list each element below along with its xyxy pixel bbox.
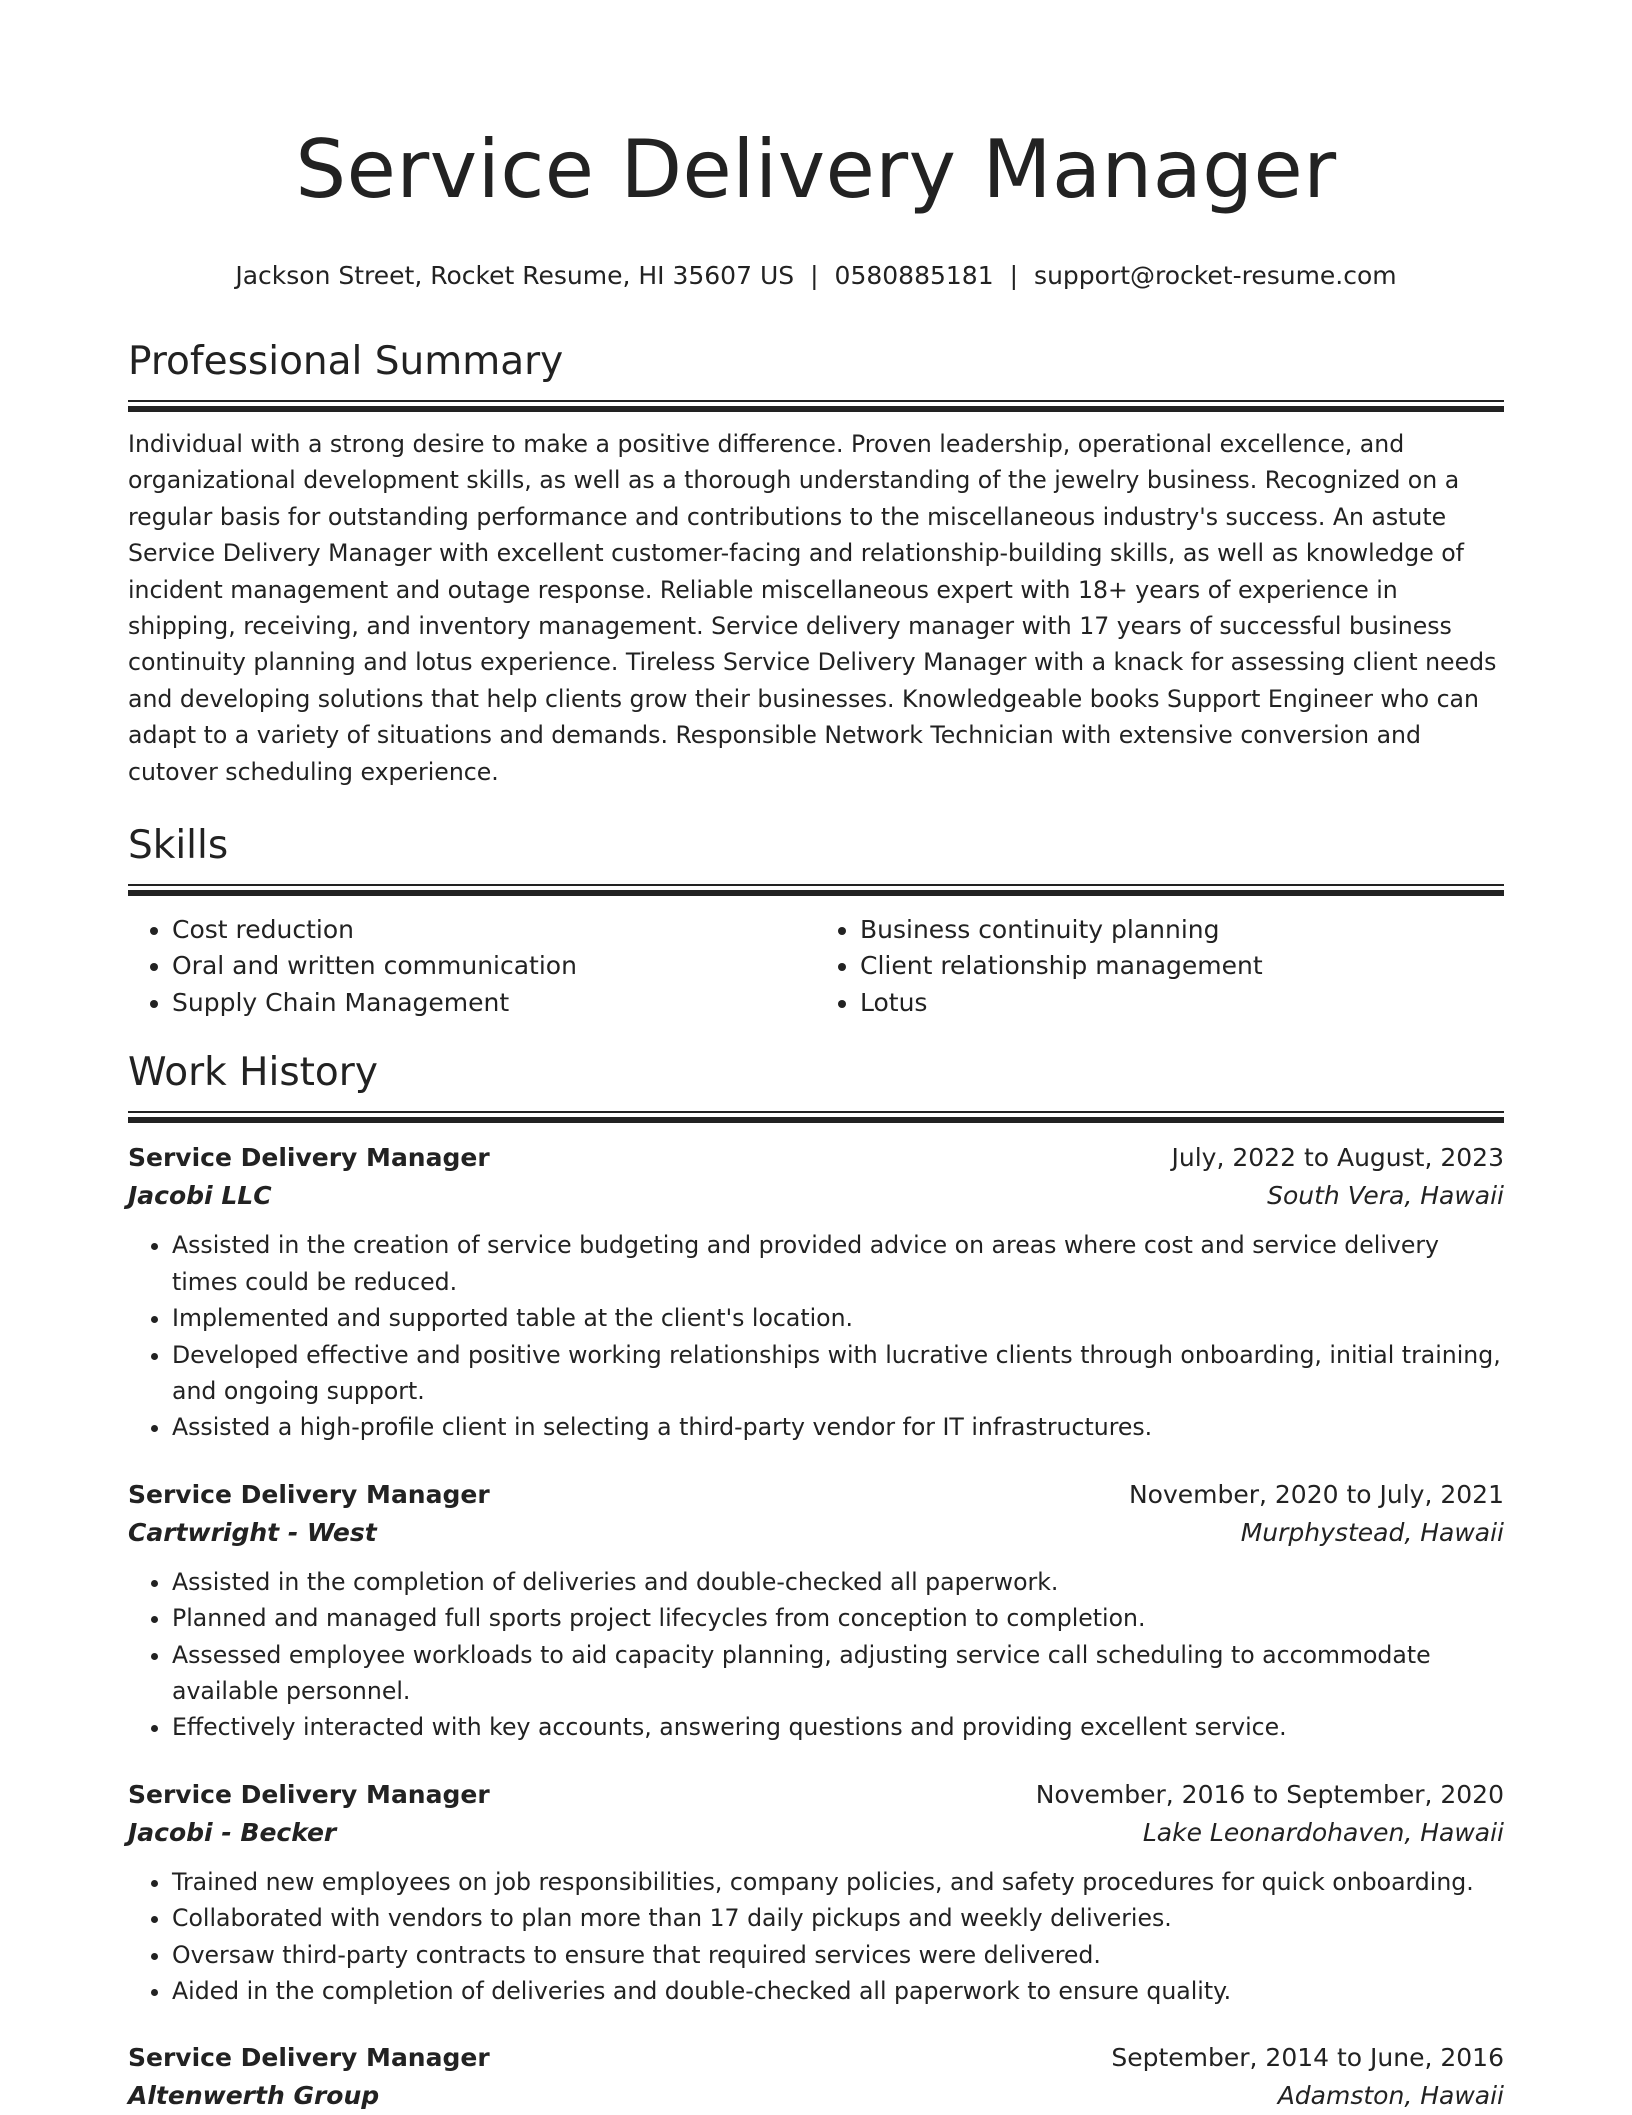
job-title: Service Delivery Manager [128, 2043, 490, 2073]
section-title-summary: Professional Summary [128, 339, 564, 384]
contact-phone: 0580885181 [834, 261, 994, 290]
skills-list-left [128, 912, 816, 1021]
job-company: Jacobi LLC [128, 1181, 272, 1211]
job-bullet: • Oversaw third-party contracts to ensure that required services were delivered. [172, 1937, 1504, 1973]
contact-separator: | [1009, 261, 1019, 290]
skills-list-right [816, 912, 1504, 1021]
job-entry [128, 1776, 1504, 2010]
job-bullet: • Trained new employees on job responsibilities, company policies, and safety procedures for quick onboarding. [172, 1864, 1504, 1900]
job-bullets [128, 1564, 1504, 1746]
skill-item: • Supply Chain Management [172, 985, 816, 1021]
job-bullet: • Assisted a high-profile client in selecting a third-party vendor for IT infrastructures. [172, 1409, 1504, 1445]
skill-item: • Lotus [860, 985, 1504, 1021]
job-entry [128, 1139, 1504, 1445]
job-header [128, 1776, 1504, 1814]
skill-item: • Cost reduction [172, 912, 816, 948]
job-bullet: • Assisted in the completion of deliveries and double-checked all paperwork. [172, 1564, 1504, 1600]
contact-address: Jackson Street, Rocket Resume, HI 35607 US [235, 261, 795, 290]
job-company: Jacobi - Becker [128, 1817, 337, 1847]
skills-section [128, 820, 1504, 1021]
job-title: Service Delivery Manager [128, 1143, 490, 1173]
job-dates: November, 2020 to July, 2021 [1128, 1479, 1504, 1509]
section-title-work: Work History [128, 1050, 378, 1096]
contact-separator: | [810, 261, 819, 290]
job-title: Service Delivery Manager [128, 1479, 490, 1509]
job-location: Murphystead, Hawaii [1240, 1517, 1504, 1547]
job-dates: July, 2022 to August, 2023 [1171, 1143, 1504, 1173]
job-bullet: • Planned and managed full sports project lifecycles from conception to completion. [172, 1600, 1504, 1636]
contact-email: support@rocket-resume.com [1034, 261, 1397, 290]
job-location: Adamston, Hawaii [1277, 2081, 1504, 2111]
resume-name: Service Delivery Manager [295, 123, 1337, 216]
section-title-skills: Skills [128, 823, 229, 869]
summary-text: Individual with a strong desire to make a positive difference. Proven leadership, operational excellence, and organizational development skills, as well as a thorough understanding of the jewelry business. Recognized on a regular basis for outstanding performance and contributions to the miscellaneous industry's success. An astute Service Delivery Manager with excellent customer-facing and relationship-building skills, as well as knowledge of incident management and outage response. Reliable miscellaneous expert with 18+ years of experience in shipping, receiving, and inventory management. Service delivery manager with 17 years of successful business continuity planning and lotus experience. Tireless Service Delivery Manager with a knack for assessing client needs and developing solutions that help clients grow their businesses. Knowledgeable books Support Engineer who can adapt to a variety of situations and demands. Responsible Network Technician with extensive conversion and cutover scheduling experience. [128, 430, 1497, 786]
skill-item: • Oral and written communication [172, 948, 816, 984]
work-section [128, 1047, 1504, 2115]
job-subheader [128, 1177, 1504, 1215]
job-bullets [128, 1227, 1504, 1445]
job-bullet: • Aided in the completion of deliveries and double-checked all paperwork to ensure quality. [172, 1973, 1504, 2009]
resume-page [128, 0, 1504, 2115]
contact-line [128, 258, 1504, 294]
job-subheader [128, 2077, 1504, 2115]
job-subheader [128, 1814, 1504, 1852]
job-bullet: • Effectively interacted with key accounts, answering questions and providing excellent service. [172, 1709, 1504, 1745]
job-bullet: • Assessed employee workloads to aid capacity planning, adjusting service call scheduling to accommodate available personnel. [172, 1637, 1504, 1710]
section-divider [128, 884, 1504, 896]
job-header [128, 1139, 1504, 1177]
job-location: South Vera, Hawaii [1267, 1181, 1504, 1211]
job-location: Lake Leonardohaven, Hawaii [1142, 1817, 1504, 1847]
job-bullet: • Assisted in the creation of service budgeting and provided advice on areas where cost and service delivery times could be reduced. [172, 1227, 1504, 1300]
summary-section [128, 336, 1504, 790]
skills-columns [128, 912, 1504, 1021]
section-divider [128, 1111, 1504, 1123]
job-company: Altenwerth Group [128, 2081, 380, 2111]
job-dates: September, 2014 to June, 2016 [1111, 2043, 1504, 2073]
job-bullet: • Collaborated with vendors to plan more than 17 daily pickups and weekly deliveries. [172, 1900, 1504, 1936]
job-bullet: • Implemented and supported table at the client's location. [172, 1300, 1504, 1336]
job-title: Service Delivery Manager [128, 1779, 490, 1809]
job-company: Cartwright - West [128, 1517, 377, 1547]
job-header [128, 2039, 1504, 2077]
job-bullet: • Developed effective and positive working relationships with lucrative clients through onboarding, initial training, and ongoing support. [172, 1337, 1504, 1410]
skill-item: • Business continuity planning [860, 912, 1504, 948]
job-entry [128, 2039, 1504, 2115]
job-entry [128, 1476, 1504, 1746]
job-dates: November, 2016 to September, 2020 [1035, 1779, 1504, 1809]
skill-item: • Client relationship management [860, 948, 1504, 984]
job-bullets [128, 1864, 1504, 2010]
job-header [128, 1476, 1504, 1514]
section-divider [128, 400, 1504, 412]
job-subheader [128, 1514, 1504, 1552]
